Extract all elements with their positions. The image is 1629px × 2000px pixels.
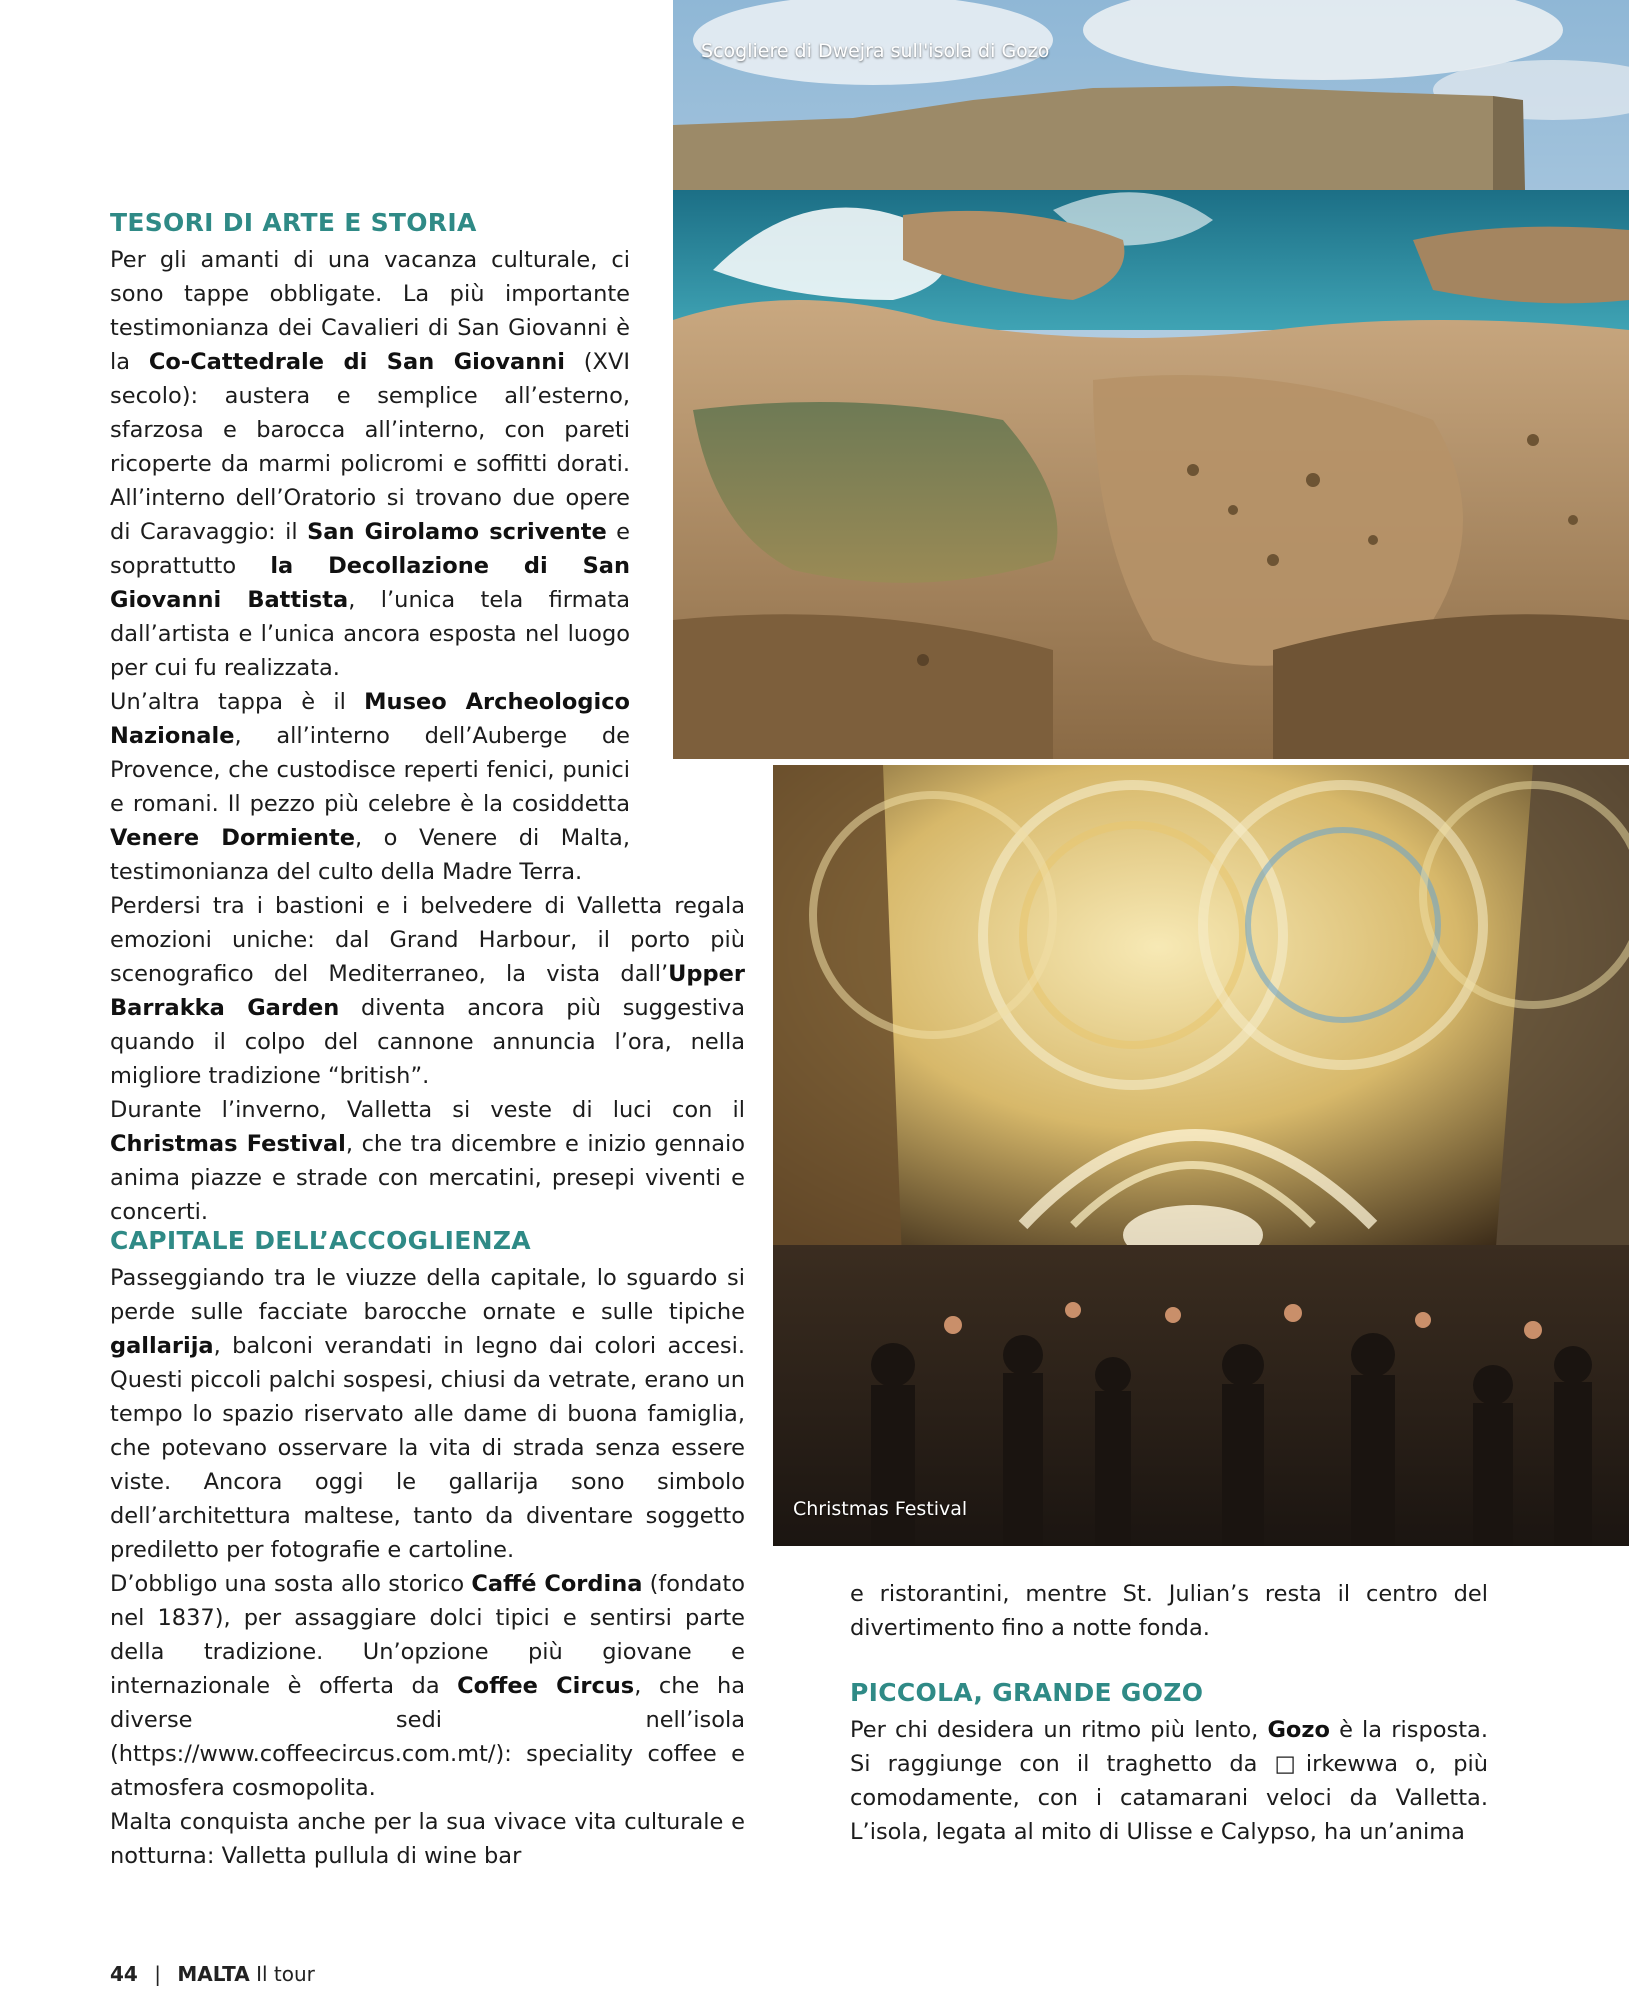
section-body-capitale	[110, 1261, 745, 1873]
text-run: , che tra dicembre e inizio gennaio anima piazze e strade con mercatini, presepi viventi e concerti.	[110, 1131, 746, 1225]
paragraph	[110, 1567, 745, 1805]
text-run: , l’unica tela firmata dall’artista e l’unica ancora esposta nel luogo per cui fu realizzata.	[110, 587, 630, 681]
paragraph	[110, 685, 630, 889]
paragraph	[850, 1577, 1488, 1645]
text-run: (fondato nel 1837), per assaggiare dolci tipici e sentirsi parte della tradizione. Un’opzione più giovane e internazionale è offerta da	[110, 1571, 745, 1699]
photo-caption-christmas: Christmas Festival	[793, 1498, 968, 1520]
magazine-title: MALTA	[177, 1962, 250, 1986]
text-run: , balconi verandati in legno dai colori accesi. Questi piccoli palchi sospesi, chiusi da vetrate, erano un tempo lo spazio riservato alle dame di buona famiglia, che potevano osservare la vita di strada senza essere viste. Ancora oggi le gallarija sono simbolo dell’architettura maltese, tanto da diventare soggetto prediletto per fotografie e cartoline.	[110, 1333, 745, 1563]
bold-run: Christmas Festival	[110, 1131, 346, 1157]
bold-run: San Girolamo scrivente	[307, 519, 607, 545]
text-run: Perdersi tra i bastioni e i belvedere di Valletta regala emozioni uniche: dal Grand Harbour, il porto più scenografico del Mediterraneo, la vista dall’	[110, 893, 745, 987]
bold-run: gallarija	[110, 1333, 214, 1359]
text-run: , che ha diverse sedi nell’isola (https://www.coffeecircus.com.mt/): speciality coffee e atmosfera cosmopolita.	[110, 1673, 745, 1801]
bold-run: Gozo	[1267, 1717, 1330, 1743]
christmas-festival-photo	[773, 765, 1629, 1546]
gozo-cliffs-photo	[673, 0, 1629, 759]
section-heading-gozo: PICCOLA, GRANDE GOZO	[850, 1678, 1204, 1707]
section-body-tesori-wide	[110, 889, 745, 1229]
bold-run: Caffé Cordina	[471, 1571, 643, 1597]
section-body-tesori-narrow	[110, 243, 630, 889]
footer-separator: |	[154, 1962, 161, 1986]
bold-run: Upper Barrakka Garden	[110, 961, 745, 1021]
text-run: , all’interno dell’Auberge de Provence, che custodisce reperti fenici, punici e romani. Il pezzo più celebre è la cosiddetta	[110, 723, 630, 817]
paragraph	[850, 1713, 1488, 1849]
section-body-capitale-continued	[850, 1577, 1488, 1645]
text-run: Per chi desidera un ritmo più lento,	[850, 1717, 1268, 1743]
section-heading-capitale: CAPITALE DELL’ACCOGLIENZA	[110, 1226, 531, 1255]
section-heading-tesori: TESORI DI ARTE E STORIA	[110, 208, 477, 237]
text-run: Un’altra tappa è il	[110, 689, 365, 715]
page-number: 44	[110, 1962, 138, 1986]
page-footer	[110, 1962, 315, 1986]
text-run: , o Venere di Malta, testimonianza del culto della Madre Terra.	[110, 825, 630, 885]
text-run: e soprattutto	[110, 519, 630, 579]
text-run: Passeggiando tra le viuzze della capitale, lo sguardo si perde sulle facciate barocche ornate e sulle tipiche	[110, 1265, 745, 1325]
text-run: è la risposta. Si raggiunge con il traghetto da □irkewwa o, più comodamente, con i catamarani veloci da Valletta. L’isola, legata al mito di Ulisse e Calypso, ha un’anima	[850, 1717, 1488, 1845]
photo-caption-gozo: Scogliere di Dwejra sull'isola di Gozo	[701, 40, 1050, 62]
text-run: Malta conquista anche per la sua vivace vita culturale e notturna: Valletta pullula di wine bar	[110, 1809, 745, 1869]
text-run: Per gli amanti di una vacanza culturale, ci sono tappe obbligate. La più importante testimonianza dei Cavalieri di San Giovanni è la	[110, 247, 630, 375]
bold-run: Venere Dormiente	[110, 825, 355, 851]
paragraph	[110, 1805, 745, 1873]
bold-run: la Decollazione di San Giovanni Battista	[110, 553, 630, 613]
paragraph	[110, 243, 630, 685]
paragraph	[110, 1261, 745, 1567]
bold-run: Co-Cattedrale di San Giovanni	[148, 349, 565, 375]
section-body-gozo	[850, 1713, 1488, 1849]
text-run: D’obbligo una sosta allo storico	[110, 1571, 472, 1597]
text-run: (XVI secolo): austera e semplice all’esterno, sfarzosa e barocca all’interno, con pareti ricoperte da marmi policromi e soffitti dorati. All’interno dell’Oratorio si trovano due opere di Caravaggio: il	[110, 349, 630, 545]
paragraph	[110, 1093, 745, 1229]
paragraph	[110, 889, 745, 1093]
text-run: diventa ancora più suggestiva quando il colpo del cannone annuncia l’ora, nella migliore tradizione “british”.	[110, 995, 745, 1089]
section-label: Il tour	[256, 1962, 315, 1986]
bold-run: Coffee Circus	[457, 1673, 635, 1699]
bold-run: Museo Archeologico Nazionale	[110, 689, 631, 749]
text-run: e ristorantini, mentre St. Julian’s resta il centro del divertimento fino a notte fonda.	[850, 1581, 1488, 1641]
text-run: Durante l’inverno, Valletta si veste di luci con il	[110, 1097, 745, 1123]
